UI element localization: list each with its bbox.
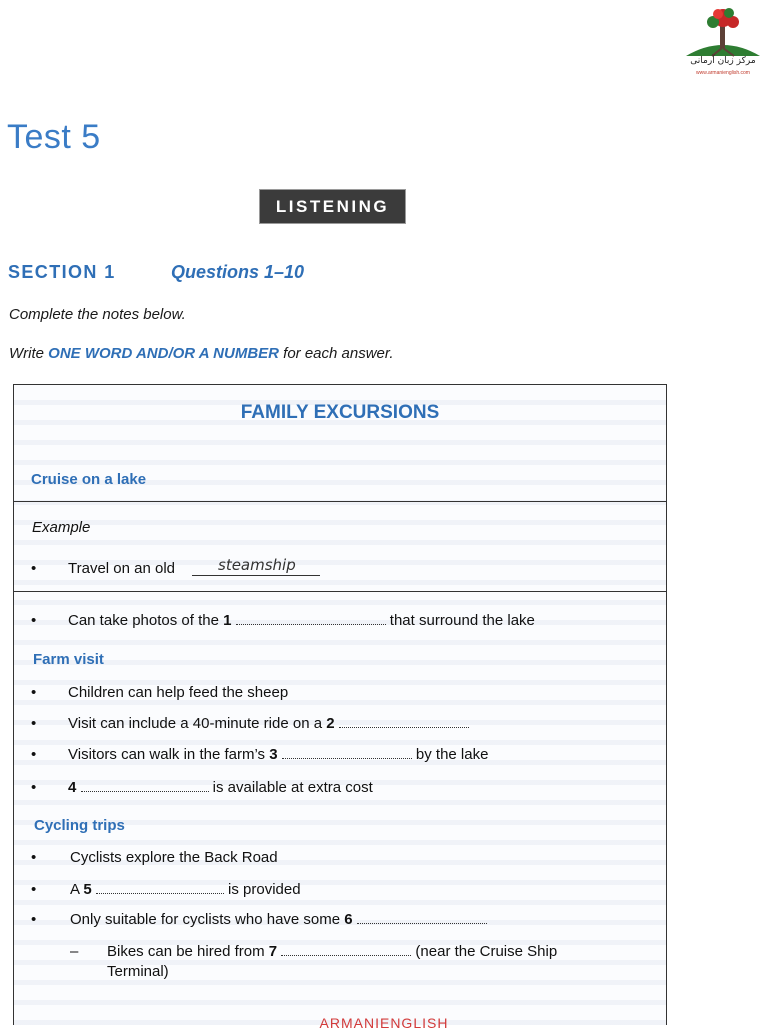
heading-cruise: Cruise on a lake bbox=[31, 471, 147, 488]
q2-number: 2 bbox=[326, 715, 335, 732]
question-1 bbox=[68, 612, 535, 629]
answer-blank-5[interactable] bbox=[96, 883, 224, 894]
questions-label: Questions 1–10 bbox=[171, 262, 305, 282]
q4-number: 4 bbox=[68, 779, 77, 796]
footer-brand: ARMANIENGLISH bbox=[319, 1015, 449, 1031]
dash-bullet: – bbox=[70, 943, 79, 960]
question-4 bbox=[68, 779, 373, 796]
instruction-post: for each answer. bbox=[279, 345, 394, 362]
listening-banner: LISTENING bbox=[259, 189, 406, 224]
q3-post: by the lake bbox=[411, 746, 489, 763]
instruction-complete-notes: Complete the notes below. bbox=[9, 306, 186, 323]
q6-number: 6 bbox=[344, 911, 353, 928]
section-label: SECTION 1 bbox=[8, 262, 116, 282]
question-2 bbox=[68, 715, 469, 732]
q1-post: that surround the lake bbox=[385, 612, 535, 629]
heading-cycling: Cycling trips bbox=[34, 817, 125, 834]
answer-blank-7[interactable] bbox=[281, 945, 411, 956]
bullet: • bbox=[31, 746, 37, 763]
q1-number: 1 bbox=[223, 612, 232, 629]
question-7 bbox=[107, 943, 557, 960]
bullet: • bbox=[31, 849, 37, 866]
q1-pre: Can take photos of the bbox=[68, 612, 224, 629]
q2-pre: Visit can include a 40-minute ride on a bbox=[68, 715, 327, 732]
q6-pre: Only suitable for cyclists who have some bbox=[70, 911, 345, 928]
logo-text: مرکز زبان آرمانی bbox=[690, 56, 756, 66]
q4-post: is available at extra cost bbox=[208, 779, 373, 796]
bullet: • bbox=[31, 715, 37, 732]
bullet: • bbox=[31, 684, 37, 701]
q5-pre: A bbox=[70, 881, 84, 898]
q5-post: is provided bbox=[223, 881, 301, 898]
instruction-word-limit bbox=[9, 345, 394, 362]
logo-url: www.armanienglish.com bbox=[696, 70, 750, 76]
instruction-highlight: ONE WORD AND/OR A NUMBER bbox=[48, 345, 279, 362]
bullet: • bbox=[31, 911, 37, 928]
farm-item-feed-sheep: Children can help feed the sheep bbox=[68, 684, 289, 701]
q5-number: 5 bbox=[83, 881, 92, 898]
q7-post-continued: Terminal) bbox=[107, 963, 169, 980]
example-text: Travel on an old bbox=[68, 560, 176, 577]
example-answer-line bbox=[192, 575, 320, 576]
q3-pre: Visitors can walk in the farm’s bbox=[68, 746, 270, 763]
instruction-pre: Write bbox=[9, 345, 49, 362]
question-6 bbox=[70, 911, 487, 928]
example-answer: steamship bbox=[218, 556, 296, 574]
bullet: • bbox=[31, 612, 37, 629]
answer-blank-6[interactable] bbox=[357, 913, 487, 924]
test-title: Test 5 bbox=[7, 118, 101, 156]
bullet: • bbox=[31, 881, 37, 898]
q7-post: (near the Cruise Ship bbox=[411, 943, 558, 960]
notes-title: FAMILY EXCURSIONS bbox=[240, 402, 440, 423]
bullet: • bbox=[31, 779, 37, 796]
question-5 bbox=[70, 881, 301, 898]
divider-line bbox=[13, 591, 667, 592]
divider-line bbox=[13, 501, 667, 502]
cycling-item-back-road: Cyclists explore the Back Road bbox=[70, 849, 278, 866]
answer-blank-3[interactable] bbox=[282, 748, 412, 759]
heading-farm: Farm visit bbox=[33, 651, 104, 668]
example-label: Example bbox=[32, 519, 91, 536]
bullet: • bbox=[31, 560, 37, 577]
q7-pre: Bikes can be hired from bbox=[107, 943, 269, 960]
answer-blank-1[interactable] bbox=[236, 614, 386, 625]
answer-blank-2[interactable] bbox=[339, 717, 469, 728]
question-3 bbox=[68, 746, 488, 763]
answer-blank-4[interactable] bbox=[81, 781, 209, 792]
q3-number: 3 bbox=[269, 746, 278, 763]
q7-number: 7 bbox=[268, 943, 278, 960]
